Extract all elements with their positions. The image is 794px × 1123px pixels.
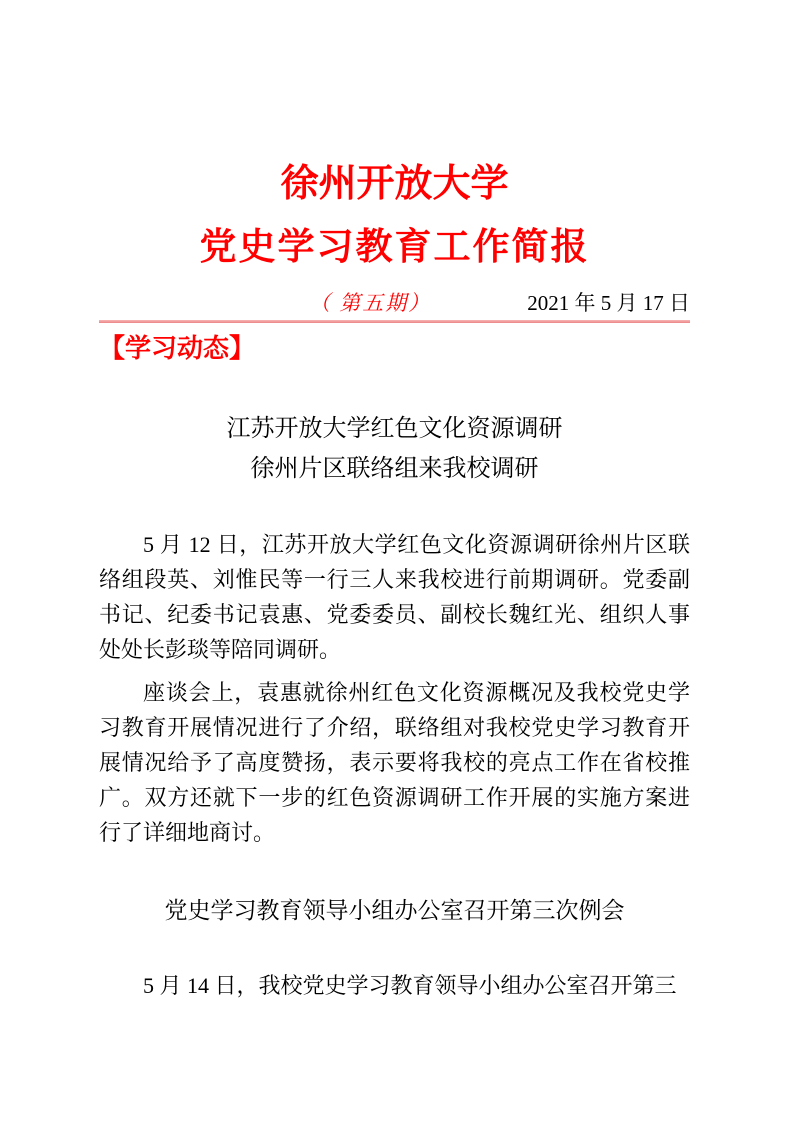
doc-title: 徐州开放大学: [280, 163, 509, 205]
article-1-heading: [99, 409, 690, 489]
article-1-paragraph-1: 5 月 12 日，江苏开放大学红色文化资源调研徐州片区联络组段英、刘惟民等一行三人来我校进行前期调研。党委副书记、纪委书记袁惠、党委委员、副校长魏红光、组织人事处处长彭琰等陪同调研。: [99, 532, 690, 662]
article-2-paragraph-1: 5 月 14 日，我校党史学习教育领导小组办公室召开第三: [143, 973, 677, 998]
issue-number: （ 第五期）: [309, 291, 432, 315]
article-1-heading-line-2: 徐州片区联络组来我校调研: [250, 455, 539, 482]
issue-date-row: [99, 290, 690, 316]
article-2: [99, 890, 690, 1003]
section-header: 【学习动态】: [99, 333, 256, 363]
publish-date: 2021 年 5 月 17 日: [527, 291, 690, 315]
doc-subtitle: 党史学习教育工作简报: [199, 227, 590, 268]
article-1: [99, 409, 690, 850]
article-2-heading: 党史学习教育领导小组办公室召开第三次例会: [164, 897, 625, 923]
article-1-heading-line-1: 江苏开放大学红色文化资源调研: [226, 415, 563, 442]
red-divider-rule: [99, 320, 690, 323]
article-1-paragraph-2: 座谈会上，袁惠就徐州红色文化资源概况及我校党史学习教育开展情况进行了介绍，联络组对我校党史学习教育开展情况给予了高度赞扬，表示要将我校的亮点工作在省校推广。双方还就下一步的红色资源调研工作开展的实施方案进行了详细地商讨。: [99, 680, 690, 845]
